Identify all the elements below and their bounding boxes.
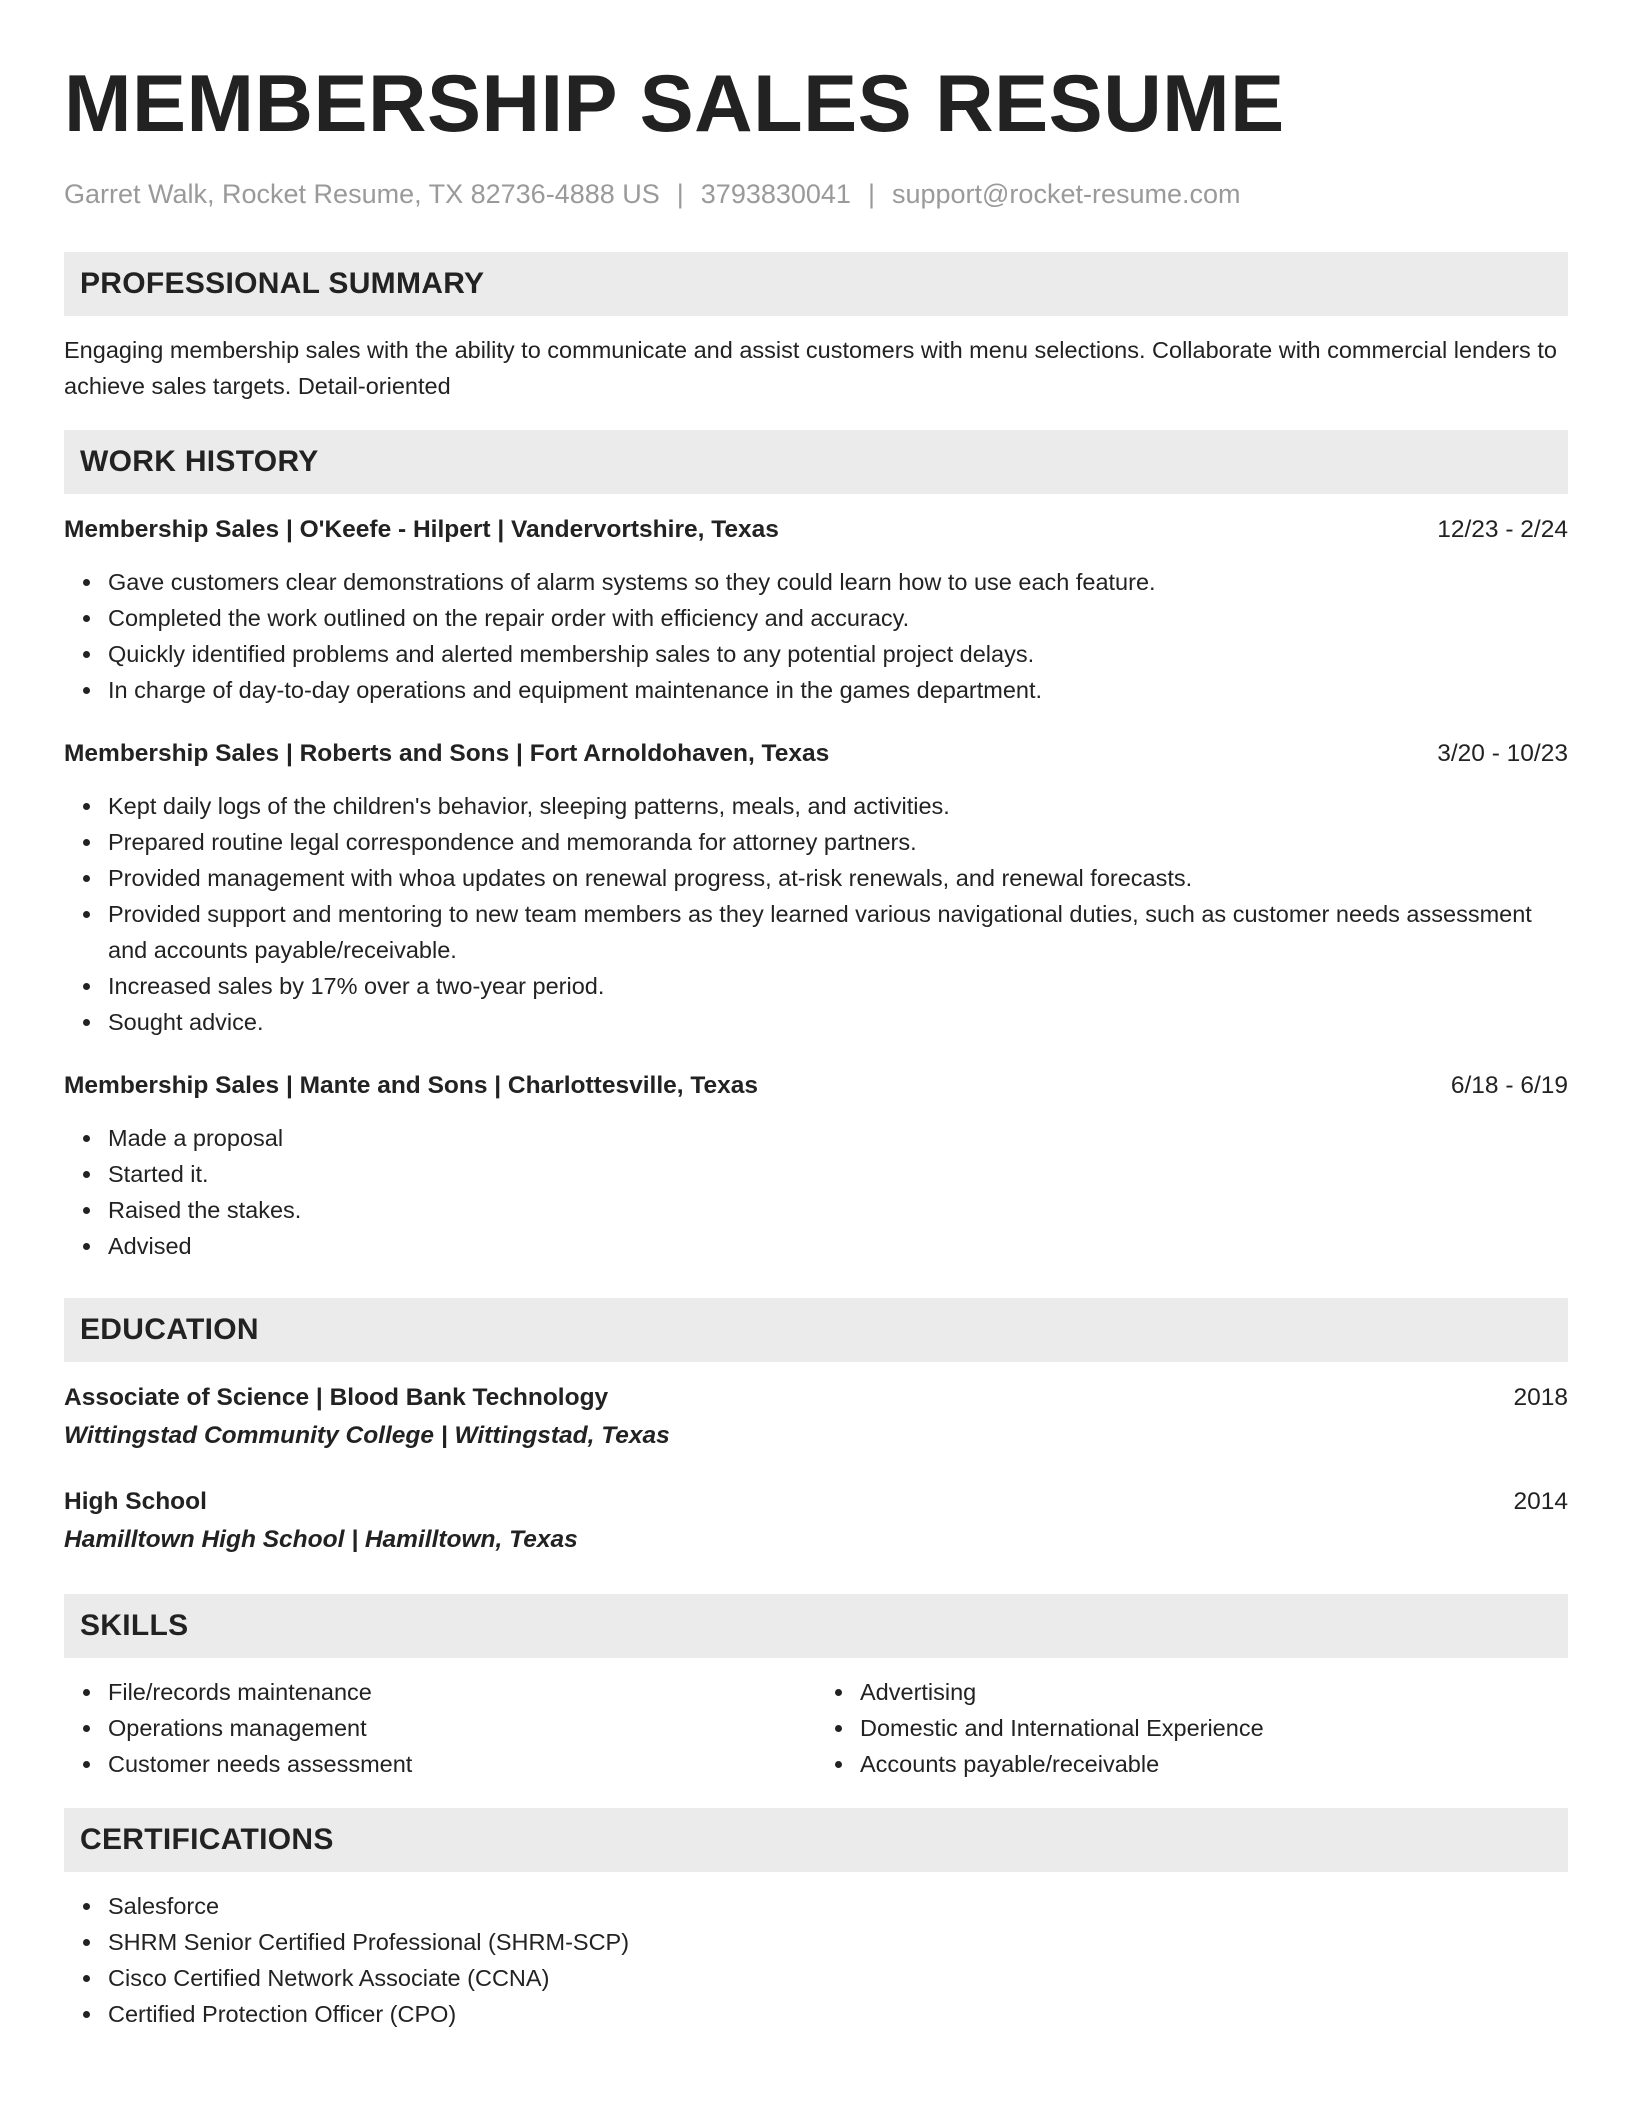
job-bullet: Gave customers clear demonstrations of alarm systems so they could learn how to use each feature. bbox=[108, 564, 1568, 600]
job-bullets bbox=[64, 1120, 1568, 1264]
job-bullet: Made a proposal bbox=[108, 1120, 1568, 1156]
section-title-certifications: CERTIFICATIONS bbox=[80, 1823, 334, 1856]
job-bullet: Provided support and mentoring to new team members as they learned various navigational duties, such as customer needs assessment and accounts payable/receivable. bbox=[108, 896, 1568, 968]
skills-column-right bbox=[816, 1674, 1568, 1782]
contact-email: support@rocket-resume.com bbox=[891, 179, 1241, 209]
job-bullet: Sought advice. bbox=[108, 1004, 1568, 1040]
job-bullet: Started it. bbox=[108, 1156, 1568, 1192]
job-bullet: Advised bbox=[108, 1228, 1568, 1264]
job-dates: 3/20 - 10/23 bbox=[1437, 740, 1568, 767]
education-school: Wittingstad Community College | Wittingstad, Texas bbox=[64, 1422, 670, 1449]
certification-item: Salesforce bbox=[108, 1888, 1568, 1924]
contact-separator: | bbox=[676, 179, 684, 209]
job-entry bbox=[64, 1068, 1568, 1264]
contact-phone: 3793830041 bbox=[700, 179, 851, 209]
job-bullets bbox=[64, 788, 1568, 1040]
education-entry bbox=[64, 1484, 1568, 1560]
education-year: 2014 bbox=[1513, 1488, 1568, 1515]
section-title-skills: SKILLS bbox=[80, 1609, 189, 1642]
job-header bbox=[64, 1068, 1568, 1104]
section-header-skills bbox=[64, 1594, 1568, 1658]
job-bullet: Prepared routine legal correspondence and memoranda for attorney partners. bbox=[108, 824, 1568, 860]
job-bullet: Provided management with whoa updates on renewal progress, at-risk renewals, and renewal forecasts. bbox=[108, 860, 1568, 896]
education-degree: Associate of Science | Blood Bank Technology bbox=[64, 1384, 609, 1411]
skills-column-left bbox=[64, 1674, 816, 1782]
certification-item: Cisco Certified Network Associate (CCNA) bbox=[108, 1960, 1568, 1996]
job-bullet: Kept daily logs of the children's behavior, sleeping patterns, meals, and activities. bbox=[108, 788, 1568, 824]
contact-separator: | bbox=[867, 179, 875, 209]
education-degree: High School bbox=[64, 1488, 207, 1515]
section-header-summary bbox=[64, 252, 1568, 316]
summary-text: Engaging membership sales with the ability to communicate and assist customers with menu selections. Collaborate with commercial lenders to achieve sales targets. Detail-oriented bbox=[64, 337, 1557, 399]
education-header bbox=[64, 1380, 1568, 1416]
section-header-education bbox=[64, 1298, 1568, 1362]
job-bullet: Completed the work outlined on the repair order with efficiency and accuracy. bbox=[108, 600, 1568, 636]
job-entry bbox=[64, 736, 1568, 1040]
job-dates: 12/23 - 2/24 bbox=[1437, 516, 1568, 543]
section-title-summary: PROFESSIONAL SUMMARY bbox=[80, 267, 485, 300]
education-year: 2018 bbox=[1513, 1384, 1568, 1411]
job-bullet: Quickly identified problems and alerted membership sales to any potential project delays. bbox=[108, 636, 1568, 672]
job-bullet: Increased sales by 17% over a two-year period. bbox=[108, 968, 1568, 1004]
job-dates: 6/18 - 6/19 bbox=[1450, 1072, 1568, 1099]
education-header bbox=[64, 1484, 1568, 1520]
job-title: Membership Sales | Mante and Sons | Charlottesville, Texas bbox=[64, 1072, 759, 1099]
skill-item: Customer needs assessment bbox=[108, 1746, 816, 1782]
certification-item: Certified Protection Officer (CPO) bbox=[108, 1996, 1568, 2032]
certification-item: SHRM Senior Certified Professional (SHRM-SCP) bbox=[108, 1924, 1568, 1960]
resume-title: MEMBERSHIP SALES RESUME bbox=[64, 59, 1285, 149]
job-bullet: Raised the stakes. bbox=[108, 1192, 1568, 1228]
section-header-certifications bbox=[64, 1808, 1568, 1872]
job-title: Membership Sales | Roberts and Sons | Fort Arnoldohaven, Texas bbox=[64, 740, 830, 767]
job-title: Membership Sales | O'Keefe - Hilpert | Vandervortshire, Texas bbox=[64, 516, 779, 543]
contact-address: Garret Walk, Rocket Resume, TX 82736-4888 US bbox=[64, 179, 660, 209]
job-entry bbox=[64, 512, 1568, 708]
contact-line bbox=[64, 176, 1568, 212]
section-title-education: EDUCATION bbox=[80, 1313, 259, 1346]
job-bullets bbox=[64, 564, 1568, 708]
education-entry bbox=[64, 1380, 1568, 1456]
section-header-work-history bbox=[64, 430, 1568, 494]
job-header bbox=[64, 736, 1568, 772]
skill-item: Operations management bbox=[108, 1710, 816, 1746]
job-bullet: In charge of day-to-day operations and equipment maintenance in the games department. bbox=[108, 672, 1568, 708]
skills-grid bbox=[64, 1674, 1568, 1782]
skill-item: Advertising bbox=[860, 1674, 1568, 1710]
section-title-work-history: WORK HISTORY bbox=[80, 445, 319, 478]
skill-item: Accounts payable/receivable bbox=[860, 1746, 1568, 1782]
certifications-list bbox=[64, 1888, 1568, 2032]
skill-item: Domestic and International Experience bbox=[860, 1710, 1568, 1746]
job-header bbox=[64, 512, 1568, 548]
education-school: Hamilltown High School | Hamilltown, Texas bbox=[64, 1526, 578, 1553]
skill-item: File/records maintenance bbox=[108, 1674, 816, 1710]
